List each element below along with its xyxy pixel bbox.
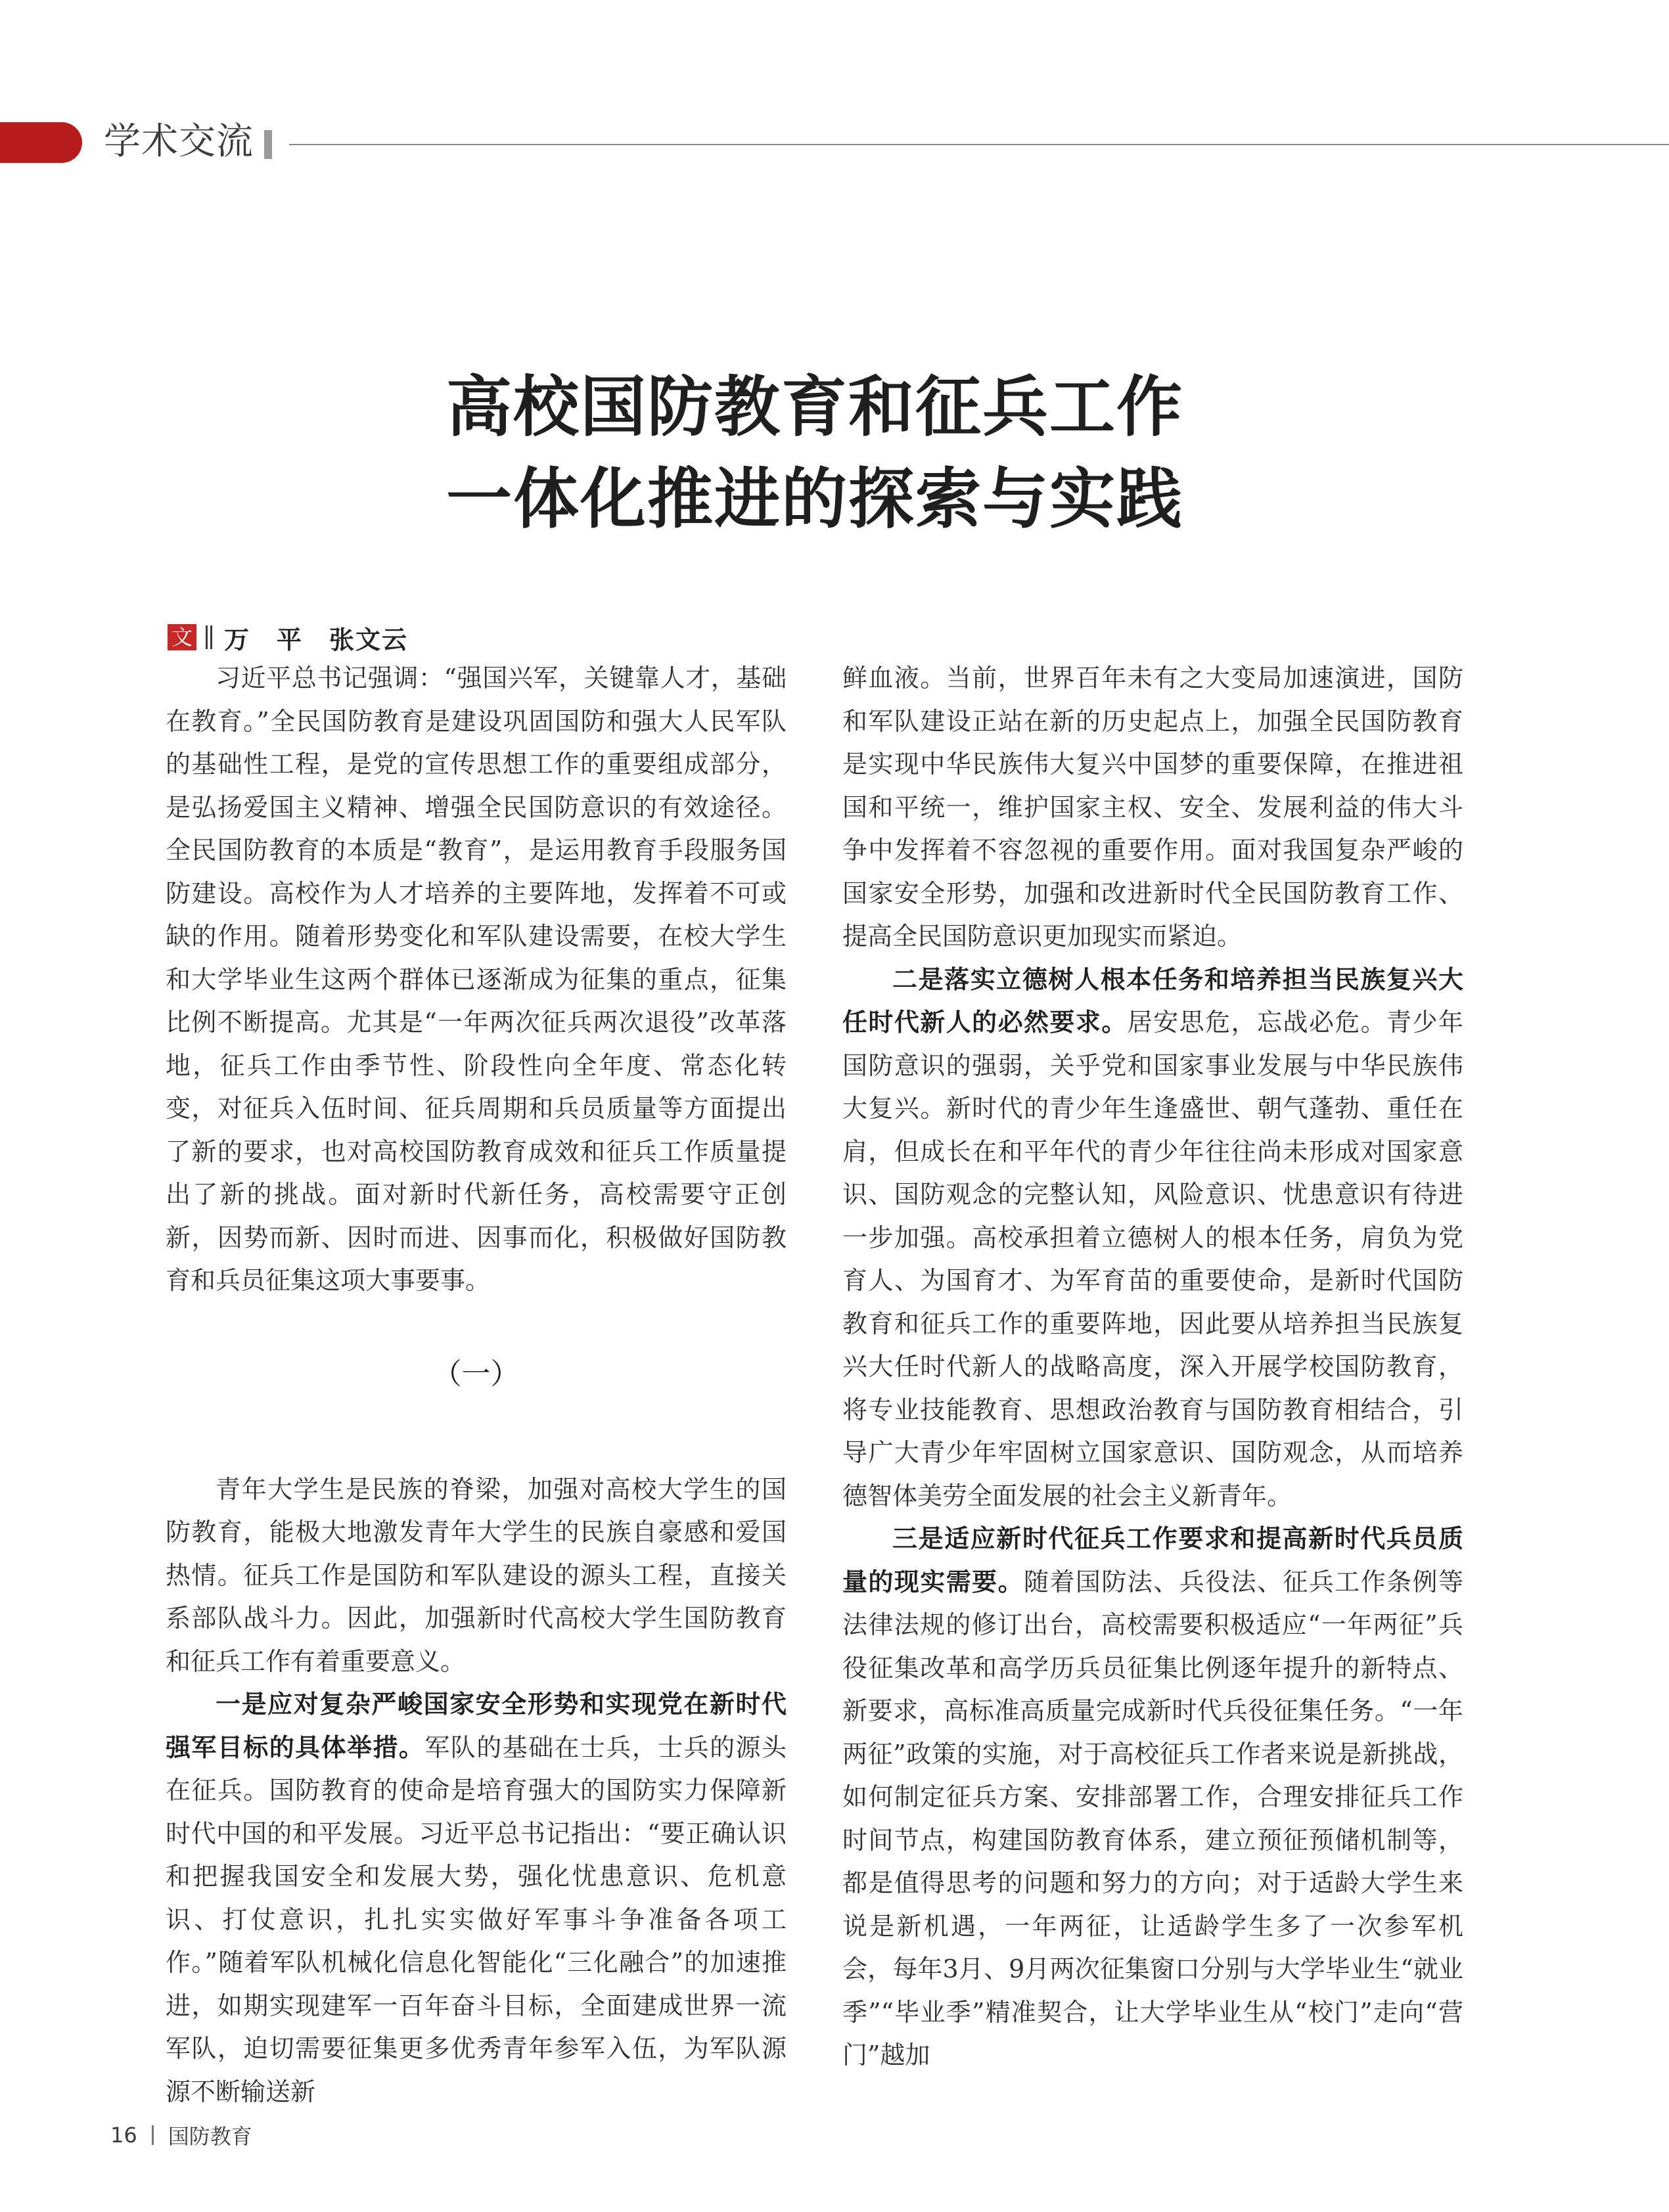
section-separator (264, 130, 272, 159)
point-2-body: 居安思危，忘战必危。青少年国防意识的强弱，关乎党和国家事业发展与中华民族伟大复兴。新时代的青少年生逢盛世、朝气蓬勃、重任在肩，但成长在和平年代的青少年往往尚未形成对国家意识、国防观念的完整认知，风险意识、忧患意识有待进一步加强。高校承担着立德树人的根本任务，肩负为党育人、为国育才、为军育苗的重要使命，是新时代国防教育和征兵工作的重要阵地，因此要从培养担当民族复兴大任时代新人的战略高度，深入开展学校国防教育，将专业技能教育、思想政治教育与国防教育相结合，引导广大青少年牢固树立国家意识、国防观念，从而培养德智体美劳全面发展的社会主义新青年。 (842, 1008, 1463, 1510)
page-number: 16 (110, 2123, 137, 2148)
paragraph-significance: 青年大学生是民族的脊梁，加强对高校大学生的国防教育，能极大地激发青年大学生的民族自豪感和爱国热情。征兵工作是国防和军队建设的源头工程，直接关系部队战斗力。因此，加强新时代高校大学生国防教育和征兵工作有着重要意义。 (166, 1474, 787, 1676)
point-2-lead: 二是落实立德树人根本任务和培养担当民族复兴大任时代新人的必然要求。 (842, 964, 1463, 1037)
footer-separator (152, 2125, 154, 2145)
paragraph-point-1 (166, 1683, 787, 2113)
point-3-body: 随着国防法、兵役法、征兵工作条例等法律法规的修订出台，高校需要积极适应“一年两征”兵役征集改革和高学历兵员征集比例逐年提升的新特点、新要求，高标准高质量完成新时代兵役征集任务。“一年两征”政策的实施，对于高校征兵工作者来说是新挑战，如何制定征兵方案、安排部署工作，合理安排征兵工作时间节点，构建国防教育体系，建立预征预储机制等，都是值得思考的问题和努力的方向；对于适龄大学生来说是新机遇，一年两征，让适龄学生多了一次参军机会，每年3月、9月两次征集窗口分别与大学毕业生“就业季”“毕业季”精准契合，让大学毕业生从“校门”走向“营门”越加 (842, 1567, 1463, 2069)
authors: 万 平 张文云 (224, 625, 409, 654)
point-3-lead: 三是适应新时代征兵工作要求和提高新时代兵员质量的现实需要。 (842, 1524, 1463, 1596)
right-column (842, 657, 1463, 2077)
journal-name: 国防教育 (168, 2124, 252, 2149)
article-title-line-2: 一体化推进的探索与实践 (446, 461, 1183, 537)
section-tab-marker (0, 122, 82, 163)
paragraph-continued: 鲜血液。当前，世界百年未有之大变局加速演进，国防和军队建设正站在新的历史起点上，加强全民国防教育是实现中华民族伟大复兴中国梦的重要保障，在推进祖国和平统一，维护国家主权、安全、发展利益的伟大斗争中发挥着不容忽视的重要作用。面对我国复杂严峻的国家安全形势，加强和改进新时代全民国防教育工作、提高全民国防意识更加现实而紧迫。 (842, 664, 1463, 951)
article-title-line-1: 高校国防教育和征兵工作 (446, 369, 1183, 445)
header-rule (289, 144, 1669, 145)
paragraph-point-2 (842, 959, 1463, 1518)
section-label: 学术交流 (104, 120, 254, 163)
left-column (166, 657, 787, 2113)
point-1-body: 军队的基础在士兵，士兵的源头在征兵。国防教育的使命是培育强大的国防实力保障新时代中国的和平发展。习近平总书记指出：“要正确认识和把握我国安全和发展大势，强化忧患意识、危机意识、打仗意识，扎扎实实做好军事斗争准备各项工作。”随着军队机械化信息化智能化“三化融合”的加速推进，如期实现建军一百年奋斗目标，全面建成世界一流军队，迫切需要征集更多优秀青年参军入伍，为军队源源不断输送新 (166, 1732, 787, 2106)
paragraph-point-3 (842, 1518, 1463, 2077)
section-heading: （一） (432, 1357, 520, 1391)
byline-separator (206, 625, 212, 649)
byline (168, 620, 408, 654)
byline-mark: 文 (168, 624, 196, 650)
point-1-lead: 一是应对复杂严峻国家安全形势和实现党在新时代强军目标的具体举措。 (166, 1690, 787, 1762)
paragraph-intro: 习近平总书记强调：“强国兴军，关键靠人才，基础在教育。”全民国防教育是建设巩固国防和强大人民军队的基础性工程，是党的宣传思想工作的重要组成部分，是弘扬爱国主义精神、增强全民国防意识的有效途径。全民国防教育的本质是“教育”，是运用教育手段服务国防建设。高校作为人才培养的主要阵地，发挥着不可或缺的作用。随着形势变化和军队建设需要，在校大学生和大学毕业生这两个群体已逐渐成为征集的重点，征集比例不断提高。尤其是“一年两次征兵两次退役”改革落地，征兵工作由季节性、阶段性向全年度、常态化转变，对征兵入伍时间、征兵周期和兵员质量等方面提出了新的要求，也对高校国防教育成效和征兵工作质量提出了新的挑战。面对新时代新任务，高校需要守正创新，因势而新、因时而进、因事而化，积极做好国防教育和兵员征集这项大事要事。 (166, 664, 787, 1295)
page-footer (110, 2117, 252, 2154)
